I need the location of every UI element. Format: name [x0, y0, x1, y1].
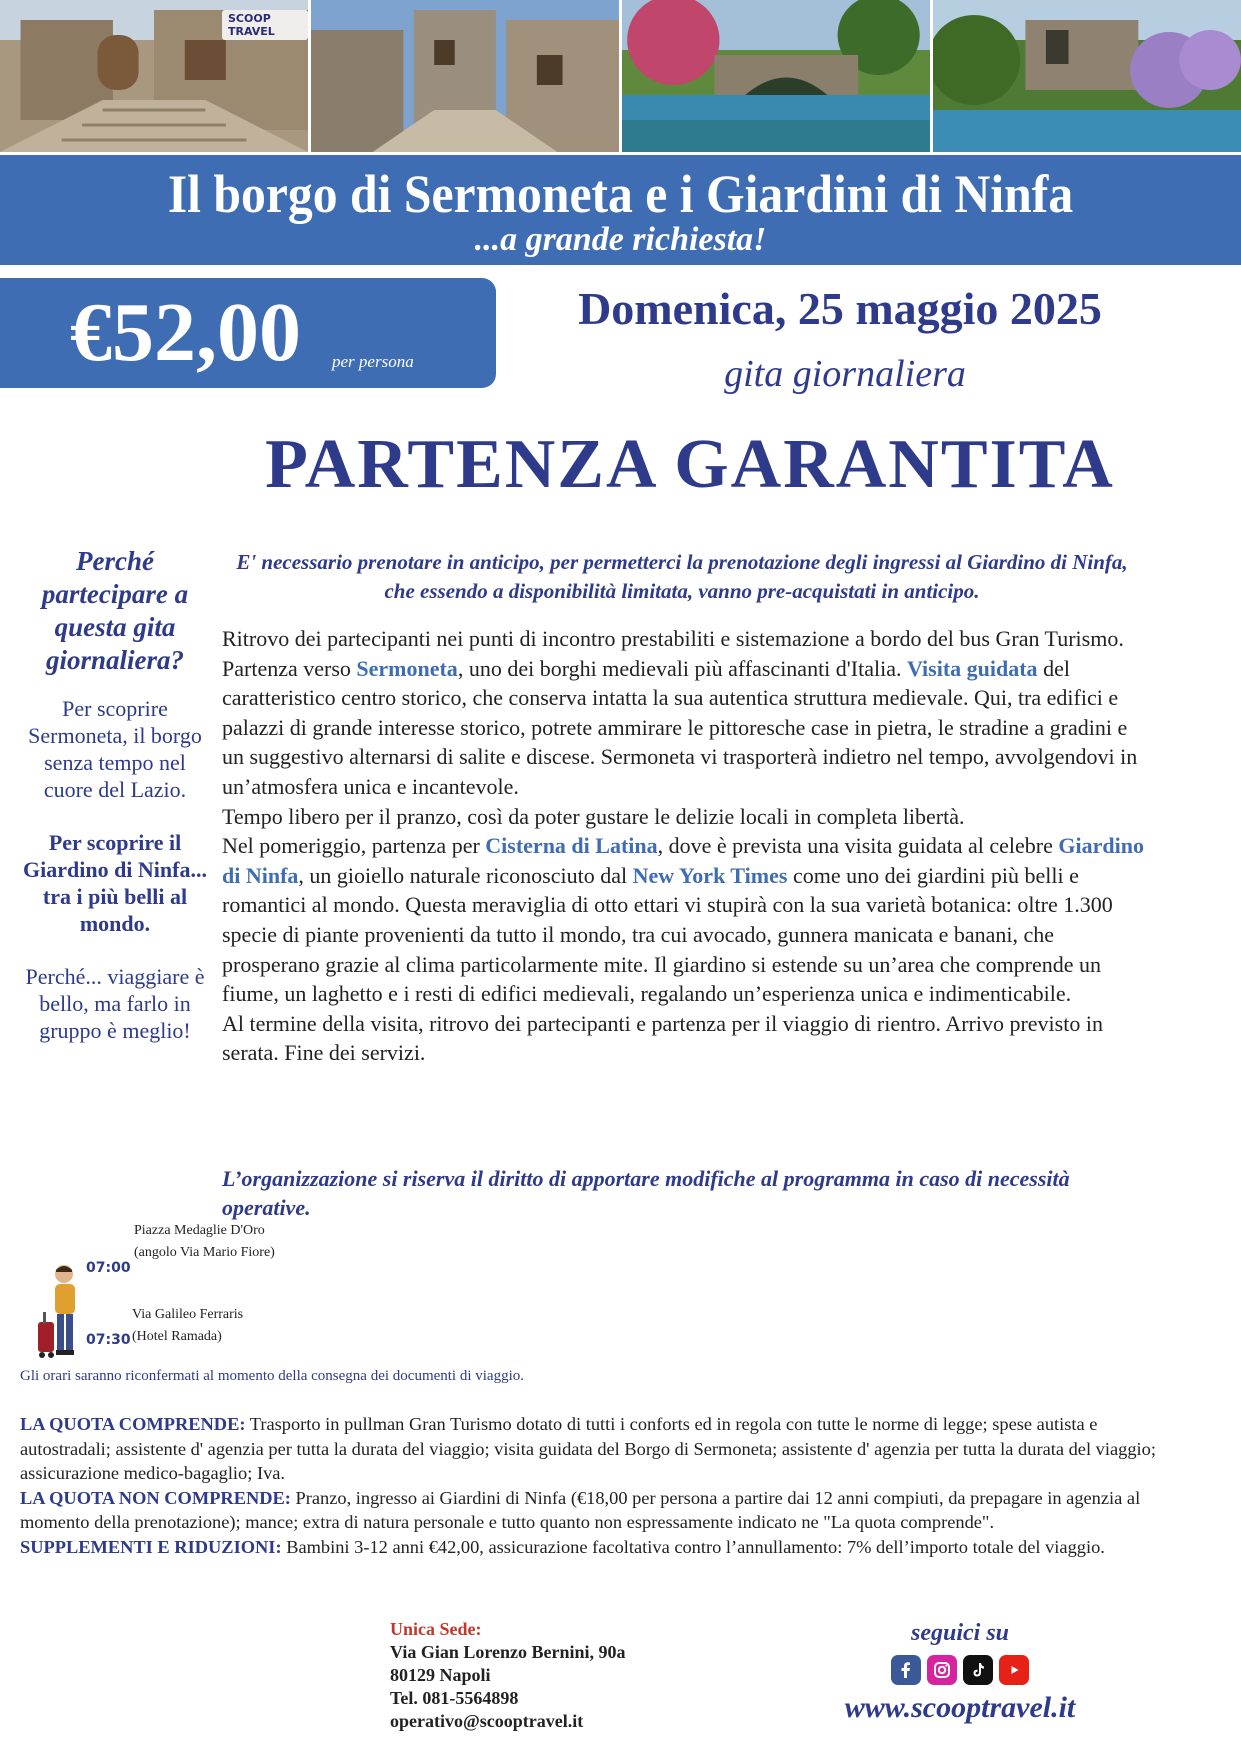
youtube-icon[interactable]	[999, 1655, 1029, 1685]
why-join-sidebar	[20, 545, 210, 1070]
price-terms	[20, 1412, 1160, 1560]
program-highlight-guided-tour: Visita guidata	[906, 655, 1038, 681]
supplements-text: Bambini 3-12 anni €42,00, assicurazione facoltativa contro l’annullamento: 7% dell’importo totale del viaggio.	[281, 1536, 1105, 1557]
photo-ninfa-bridge	[622, 0, 930, 152]
program-text: Ritrovo dei partecipanti nei punti di incontro prestabiliti e sistemazione a bordo del bus Gran Turismo. Partenza verso	[222, 626, 1124, 681]
price-value: €52,00	[70, 286, 301, 379]
office-label: Unica Sede:	[390, 1619, 482, 1639]
social-section	[830, 1620, 1090, 1725]
times-note: Gli orari saranno riconfermati al momento della consegna dei documenti di viaggio.	[20, 1368, 525, 1384]
photo-ninfa-wisteria	[933, 0, 1241, 152]
sidebar-reason-ninfa-line1: Per scoprire il Giardino di Ninfa...	[23, 830, 207, 882]
photo-sermoneta-stairs	[0, 0, 308, 152]
photo-sermoneta-street	[311, 0, 619, 152]
tiktok-icon[interactable]	[963, 1655, 993, 1685]
program-text: Nel pomeriggio, partenza per	[222, 833, 486, 859]
trip-date: Domenica, 25 maggio 2025	[578, 283, 1102, 334]
sidebar-reason-group: Perché... viaggiare è bello, ma farlo in gruppo è meglio!	[25, 964, 205, 1043]
excludes-label: LA QUOTA NON COMPRENDE:	[20, 1487, 291, 1508]
booking-notice: E' necessario prenotare in anticipo, per permetterci la prenotazione degli ingressi al Giardino di Ninfa, che essendo a disponibilità limitata, vanno pre-acquistati in anticipo.	[236, 550, 1128, 603]
office-contacts	[390, 1618, 720, 1733]
stop-2-address	[132, 1304, 243, 1348]
guaranteed-departure-headline: PARTENZA GARANTITA	[265, 426, 1115, 503]
program-text: , dove è prevista una visita guidata al celebre	[657, 833, 1059, 859]
trip-type: gita giornaliera	[724, 353, 966, 395]
office-city: 80129 Napoli	[390, 1665, 491, 1685]
stop-1-time: 07:00	[86, 1260, 131, 1276]
includes-label: LA QUOTA COMPRENDE:	[20, 1414, 246, 1434]
sidebar-reason-ninfa-line2: tra i più belli al mondo.	[42, 884, 188, 936]
program-text: Tempo libero per il pranzo, così da poter gustare le delizie locali in completa libertà.	[222, 803, 965, 829]
stop-2-time: 07:30	[86, 1332, 131, 1348]
title-banner	[0, 155, 1241, 265]
program-highlight-nyt: New York Times	[632, 862, 788, 888]
office-address: Via Gian Lorenzo Bernini, 90a	[390, 1642, 626, 1662]
program-highlight-cisterna: Cisterna di Latina	[485, 833, 658, 859]
program-text: del caratteristico centro storico, che conserva intatta la sua autentica struttura medievale. Qui, tra edifici e palazzi di grande interesse storico, potrete ammirare le pittoresche case in pietra, le stradine a gradini e un suggestivo alternarsi di salite e discese. Sermoneta vi trasporterà indietro nel tempo, avvolgendovi in un’atmosfera unica e incantevole.	[222, 655, 1138, 799]
stop-2-line2: (Hotel Ramada)	[132, 1329, 222, 1344]
sidebar-reason-ninfa	[20, 829, 210, 937]
price-box	[0, 278, 496, 388]
program-text: Al termine della visita, ritrovo dei partecipanti e partenza per il viaggio di rientro. Arrivo previsto in serata. Fine dei servizi.	[222, 1010, 1103, 1066]
supplements-label: SUPPLEMENTI E RIDUZIONI:	[20, 1536, 282, 1557]
program-highlight-ninfa: Giardino di Ninfa	[222, 833, 1144, 888]
stop-1-line1: Piazza Medaglie D'Oro	[134, 1223, 265, 1238]
traveler-with-suitcase-icon	[34, 1262, 84, 1360]
office-phone[interactable]: Tel. 081-5564898	[390, 1688, 519, 1708]
stop-2-line1: Via Galileo Ferraris	[132, 1307, 244, 1322]
program-text: come uno dei giardini più belli e romantici al mondo. Questa meraviglia di otto ettari vi stupirà con la sua varietà botanica: oltre 1.300 specie di piante provenienti da tutto il mondo, tra cui avocado, gunnera manicata e banani, che prosperano grazie al clima particolarmente mite. Il giardino si estende su un’area che comprende un fiume, un laghetto e i resti di edifici medievali, regalando un’esperienza unica e indimenticabile.	[222, 862, 1113, 1007]
sidebar-title: Perché partecipare a questa gita giornaliera?	[41, 546, 189, 675]
office-email[interactable]: operativo@scooptravel.it	[390, 1711, 584, 1731]
page-subtitle: ...a grande richiesta!	[474, 221, 767, 258]
program-highlight-sermoneta: Sermoneta	[356, 655, 458, 681]
program-disclaimer: L’organizzazione si riserva il diritto di apportare modifiche al programma in caso di necessità operative.	[222, 1166, 1070, 1220]
facebook-icon[interactable]	[891, 1655, 921, 1685]
price-note: per persona	[332, 352, 414, 371]
page-title: Il borgo di Sermoneta e i Giardini di Ninfa	[167, 164, 1074, 224]
sidebar-reason-sermoneta: Per scoprire Sermoneta, il borgo senza tempo nel cuore del Lazio.	[28, 696, 202, 802]
instagram-icon[interactable]	[927, 1655, 957, 1685]
photo-strip	[0, 0, 1241, 152]
program-text: , un gioiello naturale riconosciuto dal	[298, 862, 633, 888]
trip-program	[222, 624, 1152, 1068]
follow-label: seguici su	[910, 1620, 1009, 1646]
excludes-text: Pranzo, ingresso ai Giardini di Ninfa (€18,00 per persona a partire dai 12 anni compiuti, da prepagare in agenzia al momento della prenotazione); mance; extra di natura personale e tutto quanto non espressamente indicato ne "La quota comprende".	[20, 1487, 1141, 1533]
stop-1-address	[134, 1220, 275, 1264]
website-link[interactable]: www.scooptravel.it	[844, 1691, 1076, 1724]
scoop-travel-logo: SCOOP TRAVEL	[222, 10, 308, 40]
social-icons	[830, 1655, 1090, 1685]
includes-text: Trasporto in pullman Gran Turismo dotato di tutti i conforts ed in regola con tutte le norme di legge; spese autista e autostradali; assistente d' agenzia per tutta la durata del viaggio; visita guidata del Borgo di Sermoneta; assistente d' agenzia per tutta la durata del viaggio; assicurazione medico-bagaglio; Iva.	[20, 1414, 1156, 1484]
stop-1-line2: (angolo Via Mario Fiore)	[134, 1245, 275, 1260]
program-text: , uno dei borghi medievali più affascinanti d'Italia.	[457, 655, 907, 681]
